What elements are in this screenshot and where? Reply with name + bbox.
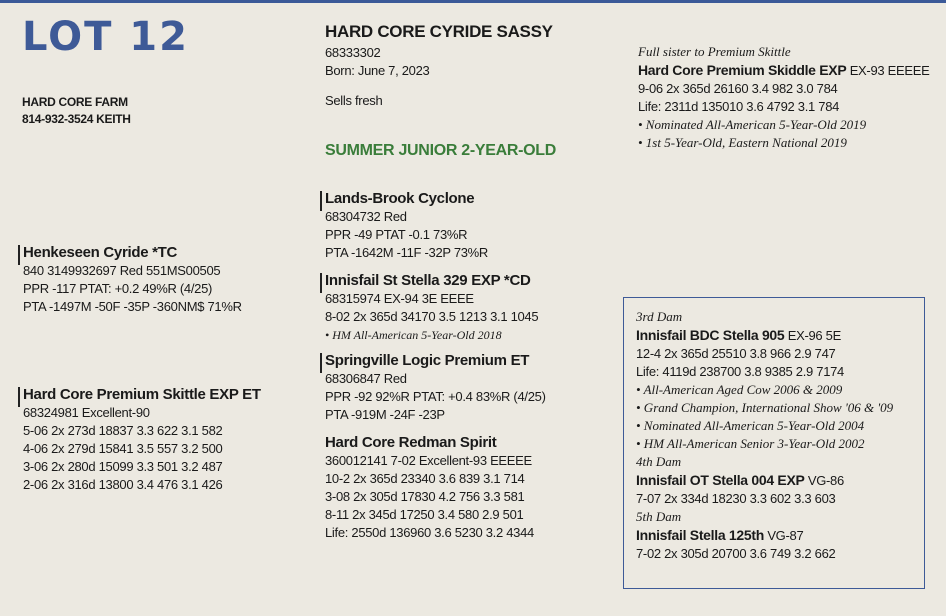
dams-sire-block [325,352,546,424]
fourth-dam-name: Innisfail OT Stella 004 EXP [636,472,805,488]
sires-dam-name: Innisfail St Stella 329 EXP *CD [325,272,531,289]
dams-dam-record-3: 8-11 2x 345d 17250 3.4 580 2.9 501 [325,507,524,522]
sires-sire-pta: PTA -1642M -11F -32P 73%R [325,245,489,260]
sister-block [638,43,930,152]
dams-dam-id: 360012141 7-02 Excellent-93 EEEEE [325,453,532,468]
third-dam-note-3: • Nominated All-American 5-Year-Old 2004 [636,418,865,433]
lot-number: LOT 12 [22,14,189,60]
dams-dam-name: Hard Core Redman Spirit [325,434,497,451]
fifth-dam-score: VG-87 [767,528,804,543]
third-dam-score: EX-96 5E [787,328,841,343]
fifth-dam-label: 5th Dam [636,509,682,524]
sister-note: Full sister to Premium Skittle [638,44,791,59]
sires-dam-record: 8-02 2x 365d 34170 3.5 1213 3.1 1045 [325,309,539,324]
animal-info [325,20,553,110]
sire-id: 840 3149932697 Red 551MS00505 [23,263,221,278]
dams-dam-life: Life: 2550d 136960 3.6 5230 3.2 4344 [325,525,534,540]
sire-bracket [18,245,20,265]
third-dam-note-4: • HM All-American Senior 3-Year-Old 2002 [636,436,865,451]
sires-sire-id: 68304732 Red [325,209,407,224]
fifth-dam-record: 7-02 2x 305d 20700 3.6 749 3.2 662 [636,546,836,561]
dam-record-3: 3-06 2x 280d 15099 3.3 501 3.2 487 [23,459,223,474]
sires-dam-block [325,272,538,344]
animal-born: Born: June 7, 2023 [325,63,430,78]
sire-ppr: PPR -117 PTAT: +0.2 49%R (4/25) [23,281,213,296]
sister-note-1: • Nominated All-American 5-Year-Old 2019 [638,117,867,132]
dams-dam-record-2: 3-08 2x 305d 17830 4.2 756 3.3 581 [325,489,525,504]
third-dam-record: 12-4 2x 365d 25510 3.8 966 2.9 747 [636,346,836,361]
third-dam-name: Innisfail BDC Stella 905 [636,327,785,343]
third-dam-note-1: • All-American Aged Cow 2006 & 2009 [636,382,843,397]
third-dam-note-2: • Grand Champion, International Show '06 & '09 [636,400,894,415]
dam-reg: 68324981 Excellent-90 [23,405,150,420]
dams-sire-id: 68306847 Red [325,371,407,386]
sister-record: 9-06 2x 365d 26160 3.4 982 3.0 784 [638,81,838,96]
dams-sire-name: Springville Logic Premium ET [325,352,530,369]
sires-sire-name: Lands-Brook Cyclone [325,190,475,207]
sire-block [23,244,242,316]
dams-sire-bracket [320,353,322,373]
sires-sire-bracket [320,191,322,211]
sister-life: Life: 2311d 135010 3.6 4792 3.1 784 [638,99,840,114]
farm-phone: 814-932-3524 KEITH [22,112,131,126]
dams-dam-block [325,434,534,542]
dams-dam-record-1: 10-2 2x 365d 23340 3.6 839 3.1 714 [325,471,525,486]
fourth-dam-label: 4th Dam [636,454,682,469]
fourth-dam-record: 7-07 2x 334d 18230 3.3 602 3.3 603 [636,491,836,506]
sires-dam-note: • HM All-American 5-Year-Old 2018 [325,328,502,342]
dam-record-4: 2-06 2x 316d 13800 3.4 476 3.1 426 [23,477,223,492]
sire-pta: PTA -1497M -50F -35P -360NM$ 71%R [23,299,242,314]
sires-dam-bracket [320,273,322,293]
top-rule [0,0,946,3]
fifth-dam-name: Innisfail Stella 125th [636,527,764,543]
sires-dam-id: 68315974 EX-94 3E EEEE [325,291,474,306]
fourth-dam-score: VG-86 [807,473,844,488]
dam-record-2: 4-06 2x 279d 15841 3.5 557 3.2 500 [23,441,223,456]
dams-sire-pta: PTA -919M -24F -23P [325,407,445,422]
animal-name: HARD CORE CYRIDE SASSY [325,22,553,41]
dam-name: Hard Core Premium Skittle EXP ET [23,386,261,403]
third-dam-label: 3rd Dam [636,309,683,324]
sire-name: Henkeseen Cyride *TC [23,244,178,261]
dams-sire-ppr: PPR -92 92%R PTAT: +0.4 83%R (4/25) [325,389,546,404]
sister-name: Hard Core Premium Skiddle EXP [638,62,847,78]
consignor [22,94,131,128]
dam-block [23,386,261,494]
sister-score: EX-93 EEEEE [849,63,930,78]
sires-sire-block [325,190,488,262]
dam-bracket [18,387,20,407]
animal-class: SUMMER JUNIOR 2-YEAR-OLD [325,142,557,159]
third-dam-life: Life: 4119d 238700 3.8 9385 2.9 7174 [636,364,844,379]
animal-status: Sells fresh [325,93,383,108]
dam-record-1: 5-06 2x 273d 18837 3.3 622 3.1 582 [23,423,223,438]
animal-reg: 68333302 [325,45,381,60]
sires-sire-ppr: PPR -49 PTAT -0.1 73%R [325,227,468,242]
farm-name: HARD CORE FARM [22,95,128,109]
sister-note-2: • 1st 5-Year-Old, Eastern National 2019 [638,135,847,150]
dam-line-content [636,308,893,563]
